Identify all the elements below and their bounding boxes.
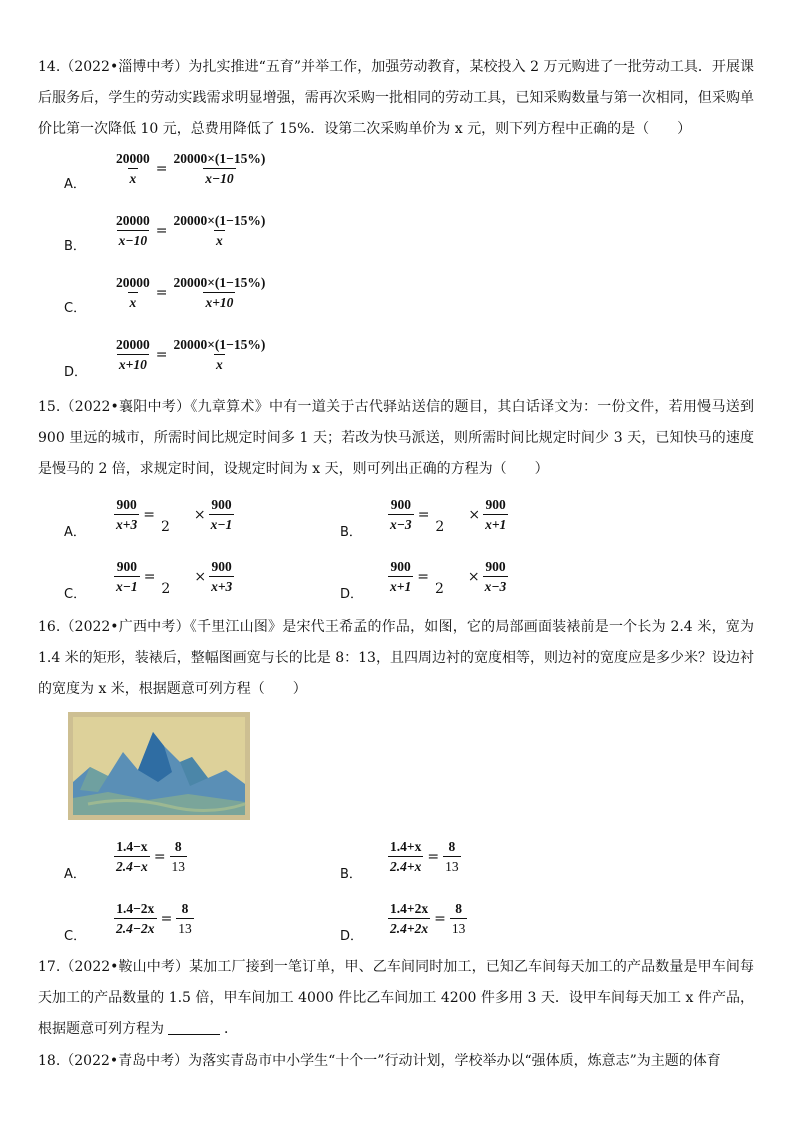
question-16 bbox=[38, 612, 754, 705]
question-15-text: 15.（2022•襄阳中考）《九章算术》中有一道关于古代驿站送信的题目，其白话译文为：一份文件，若用慢马送到 900 里远的城市，所需时间比规定时间多 1 天；若改为快马派送，则所需时间比规定时间少 3 天，已知快马的速度是慢马的 2 倍，求规定时间，设规定时间为 x 天，则可列出正确的方程为（ ） bbox=[38, 399, 754, 477]
q14-option-a[interactable]: A． $\frac{20000}{x}$ = $\frac{20000\times(1-15\%)}{x-10}$ bbox=[64, 151, 266, 192]
question-14-text: 14.（2022•淄博中考）为扎实推进“五育”并举工作，加强劳动教育，某校投入 2 万元购进了一批劳动工具．开展课后服务后，学生的劳动实践需求明显增强，需再次采购一批相同的劳动工具，已知采购数量与第一次相同，但采购单价比第一次降低 10 元，总费用降低了 15%．设第二次采购单价为 x 元，则下列方程中正确的是（ ） bbox=[38, 59, 754, 137]
option-label: A． bbox=[64, 177, 86, 192]
question-16-text: 16.（2022•广西中考）《千里江山图》是宋代王希孟的作品，如图，它的局部画面装裱前是一个长为 2.4 米，宽为 1.4 米的矩形，装裱后，整幅图画宽与长的比是 8：13，且四周边衬的宽度相等，则边衬的宽度应是多少米？设边衬的宽度为 x 米，根据题意可列方程（ ） bbox=[38, 619, 754, 697]
landscape-painting-image bbox=[68, 712, 250, 820]
option-label: B． bbox=[340, 525, 362, 540]
question-18 bbox=[38, 1046, 754, 1077]
q16-option-b[interactable]: B． $\frac{1.4+x}{2.4+x}$ = $\frac{8}{13}$ bbox=[340, 839, 459, 882]
option-label: D． bbox=[340, 929, 364, 944]
question-15 bbox=[38, 392, 754, 485]
q14-option-b[interactable]: B． $\frac{20000}{x-10}$ = $\frac{20000\times(1-15\%)}{x}$ bbox=[64, 213, 266, 254]
option-label: D． bbox=[340, 587, 364, 602]
option-label: A． bbox=[64, 867, 86, 882]
q15-option-a[interactable]: A． $\frac{900}{x+3}$ =2× $\frac{900}{x-1}$ bbox=[64, 497, 233, 540]
question-17: 17.（2022•鞍山中考）某加工厂接到一笔订单，甲、乙车间同时加工，已知乙车间每天加工的产品数量是甲车间每天加工的产品数量的 1.5 倍，甲车间加工 4000 件比乙车间加工 4200 件多用 3 天．设甲车间每天加工 x 件产品，根据题意可列方程为 ． bbox=[38, 959, 754, 1037]
q14-option-d[interactable]: D． $\frac{20000}{x+10}$ = $\frac{20000\times(1-15\%)}{x}$ bbox=[64, 337, 266, 380]
option-label: C． bbox=[64, 301, 87, 316]
option-label: C． bbox=[64, 929, 87, 944]
question-18-text: 18.（2022•青岛中考）为落实青岛市中小学生“十个一”行动计划，学校举办以“强体质，炼意志”为主题的体育 bbox=[38, 1053, 721, 1069]
option-label: B． bbox=[340, 867, 362, 882]
q14-option-c[interactable]: C． $\frac{20000}{x}$ = $\frac{20000\times(1-15\%)}{x+10}$ bbox=[64, 275, 266, 316]
q16-option-d[interactable]: D． $\frac{1.4+2x}{2.4+2x}$ = $\frac{8}{13}$ bbox=[340, 901, 466, 944]
q15-option-b[interactable]: B． $\frac{900}{x-3}$ =2× $\frac{900}{x+1}$ bbox=[340, 497, 507, 540]
question-14 bbox=[38, 52, 754, 145]
option-label: A． bbox=[64, 525, 86, 540]
question-17-text: 17.（2022•鞍山中考）某加工厂接到一笔订单，甲、乙车间同时加工，已知乙车间每天加工的产品数量是甲车间每天加工的产品数量的 1.5 倍，甲车间加工 4000 件比乙车间加工 4200 件多用 3 天．设甲车间每天加工 x 件产品，根据题意可列方程为 bbox=[38, 959, 754, 1037]
q16-option-c[interactable]: C． $\frac{1.4-2x}{2.4-2x}$ = $\frac{8}{13}$ bbox=[64, 901, 192, 944]
option-label: B． bbox=[64, 239, 86, 254]
q15-option-c[interactable]: C． $\frac{900}{x-1}$ =2× $\frac{900}{x+3}$ bbox=[64, 559, 233, 602]
q16-option-a[interactable]: A． $\frac{1.4-x}{2.4-x}$ = $\frac{8}{13}$ bbox=[64, 839, 186, 882]
q15-option-d[interactable]: D． $\frac{900}{x+1}$ =2× $\frac{900}{x-3}$ bbox=[340, 559, 507, 602]
answer-blank[interactable] bbox=[168, 1020, 220, 1035]
option-label: D． bbox=[64, 365, 88, 380]
option-label: C． bbox=[64, 587, 87, 602]
